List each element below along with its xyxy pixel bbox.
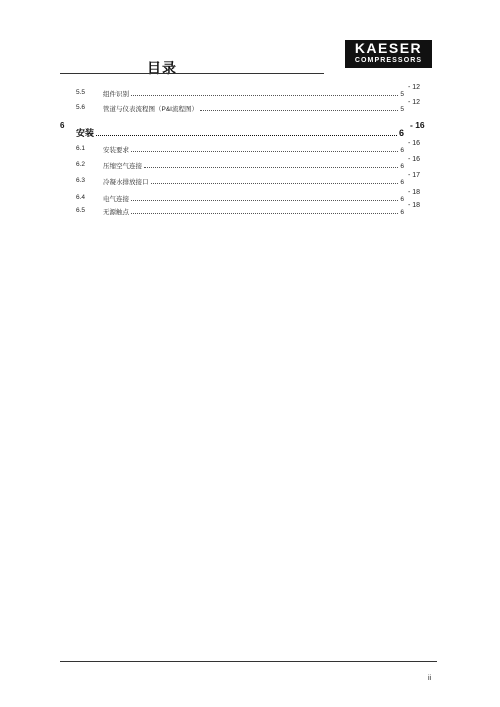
toc-entry[interactable] — [0, 99, 500, 118]
toc-entry-title-line — [103, 145, 404, 154]
toc-leader-dots — [131, 209, 398, 214]
toc-chapter-page: 6 — [398, 128, 404, 138]
toc-entry-number: 6.2 — [76, 161, 86, 168]
toc-entry-title-line — [103, 89, 404, 98]
toc-entry-global-page: - 18 — [408, 202, 421, 209]
toc-entry-number: 6.1 — [76, 145, 86, 152]
toc-entry-number: 5.5 — [76, 89, 86, 96]
toc-entry-number: 6.4 — [76, 194, 86, 201]
toc-leader-dots — [131, 147, 398, 152]
toc-entry-global-page: - 16 — [408, 140, 421, 147]
toc-entry-page: 5 — [400, 106, 404, 113]
toc-entry-title: 冷凝水排放接口 — [103, 179, 149, 186]
toc-entry-global-page: - 12 — [408, 99, 421, 106]
toc-chapter[interactable] — [0, 120, 500, 140]
kaeser-logo — [345, 40, 432, 68]
toc-entry-title: 压缩空气连接 — [103, 163, 142, 170]
toc-chapter-title: 安装 — [76, 128, 95, 138]
toc-leader-dots — [131, 196, 398, 201]
toc-entry-title-line — [103, 161, 404, 170]
toc-entry[interactable] — [0, 140, 500, 159]
toc-entry-global-page: - 18 — [408, 189, 421, 196]
toc-entry-title-line — [103, 207, 404, 216]
toc-entry-page: 6 — [400, 147, 404, 154]
page-title: 目录 — [147, 60, 177, 76]
toc-entry-title-line — [103, 177, 404, 186]
toc-entry-title: 组件识别 — [103, 91, 129, 98]
toc-entry-page: 6 — [400, 209, 404, 216]
toc-entry[interactable] — [0, 189, 500, 208]
toc-entry-title: 无源触点 — [103, 209, 129, 216]
toc-entry-title: 安装要求 — [103, 147, 129, 154]
toc-entry-page: 6 — [400, 163, 404, 170]
header-divider — [60, 73, 324, 74]
toc-entry-global-page: - 16 — [408, 156, 421, 163]
toc-chapter-title-line — [76, 126, 404, 139]
toc-leader-dots — [144, 163, 398, 168]
toc-chapter-global-page: - 16 — [410, 120, 425, 130]
toc-entry-title: 电气连接 — [103, 196, 129, 203]
toc-entry-global-page: - 12 — [408, 84, 421, 91]
toc-entry-number: 6.5 — [76, 207, 86, 214]
toc-entry-number: 6.3 — [76, 177, 86, 184]
toc-entry-global-page: - 17 — [408, 172, 421, 179]
toc-leader-dots — [200, 106, 398, 111]
toc-entry[interactable] — [0, 172, 500, 191]
toc-chapter-number: 6 — [60, 121, 65, 130]
toc-entry[interactable] — [0, 202, 500, 221]
toc-leader-dots — [151, 179, 399, 184]
toc-leader-dots — [131, 91, 398, 96]
toc-entry[interactable] — [0, 156, 500, 175]
toc-entry-page: 5 — [400, 91, 404, 98]
logo-subtitle: COMPRESSORS — [354, 57, 423, 64]
toc-entry-title-line — [103, 194, 404, 203]
toc-entry-page: 6 — [400, 196, 404, 203]
toc-entry-title-line — [103, 104, 404, 113]
footer-divider — [60, 661, 437, 662]
page-number: ii — [428, 675, 432, 682]
toc-entry-title: 管道与仪表流程图（P&I流程图） — [103, 106, 198, 113]
toc-entry[interactable] — [0, 84, 500, 103]
toc-entry-number: 5.6 — [76, 104, 86, 111]
toc-entry-page: 6 — [400, 179, 404, 186]
toc-leader-dots — [96, 131, 397, 136]
logo-wordmark: KAESER — [354, 40, 423, 56]
